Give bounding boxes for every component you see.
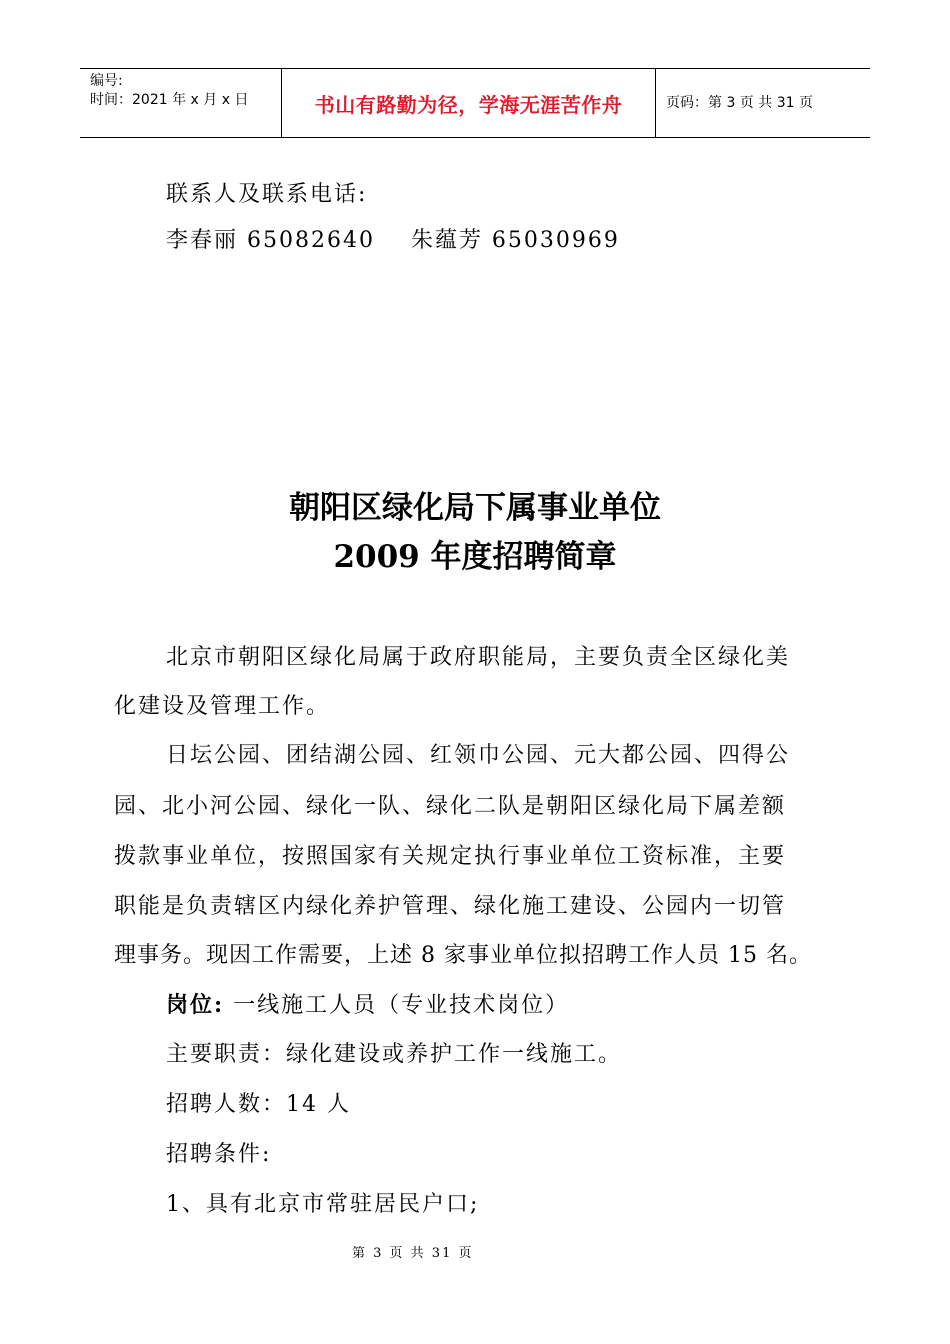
paragraph-2-line-1: 日坛公园、团结湖公园、红领巾公园、元大都公园、四得公 <box>166 743 791 768</box>
paragraph-1-line-2: 化建设及管理工作。 <box>114 694 331 719</box>
header-motto: 书山有路勤为径，学海无涯苦作舟 <box>314 93 623 117</box>
paragraph-2-line-5: 理事务。现因工作需要，上述 8 家事业单位拟招聘工作人员 15 名。 <box>114 943 812 968</box>
paragraph-2-line-3: 拨款事业单位，按照国家有关规定执行事业单位工资标准，主要 <box>114 844 787 869</box>
page-header <box>80 68 870 138</box>
page-title-line-1: 朝阳区绿化局下属事业单位 <box>289 490 661 526</box>
header-motto-cell <box>282 69 656 137</box>
contact-label: 联系人及联系电话: <box>166 182 368 207</box>
duties-line: 主要职责：绿化建设或养护工作一线施工。 <box>166 1042 623 1067</box>
doc-date-label: 时间：2021 年 x 月 x 日 <box>90 92 249 108</box>
contact-persons: 李春丽 65082640 朱蕴芳 65030969 <box>166 228 620 253</box>
position-line <box>166 990 569 1021</box>
doc-number-label: 编号: <box>90 73 123 89</box>
paragraph-2-line-4: 职能是负责辖区内绿化养护管理、绿化施工建设、公园内一切管 <box>114 894 787 919</box>
header-page-info: 页码：第 3 页 共 31 页 <box>666 95 813 111</box>
position-label: 岗位: <box>166 992 225 1018</box>
position-value: 一线施工人员（专业技术岗位） <box>224 993 570 1018</box>
headcount-line: 招聘人数：14 人 <box>166 1092 351 1117</box>
page-footer: 第 3 页 共 31 页 <box>352 1246 474 1261</box>
conditions-label: 招聘条件: <box>166 1142 272 1167</box>
page-title-line-2: 2009 年度招聘简章 <box>333 539 617 575</box>
header-page-cell <box>656 69 870 137</box>
condition-item-1: 1、具有北京市常驻居民户口; <box>166 1192 480 1217</box>
header-meta-cell <box>80 69 282 137</box>
paragraph-1-line-1: 北京市朝阳区绿化局属于政府职能局，主要负责全区绿化美 <box>166 645 791 670</box>
paragraph-2-line-2: 园、北小河公园、绿化一队、绿化二队是朝阳区绿化局下属差额 <box>114 794 787 819</box>
